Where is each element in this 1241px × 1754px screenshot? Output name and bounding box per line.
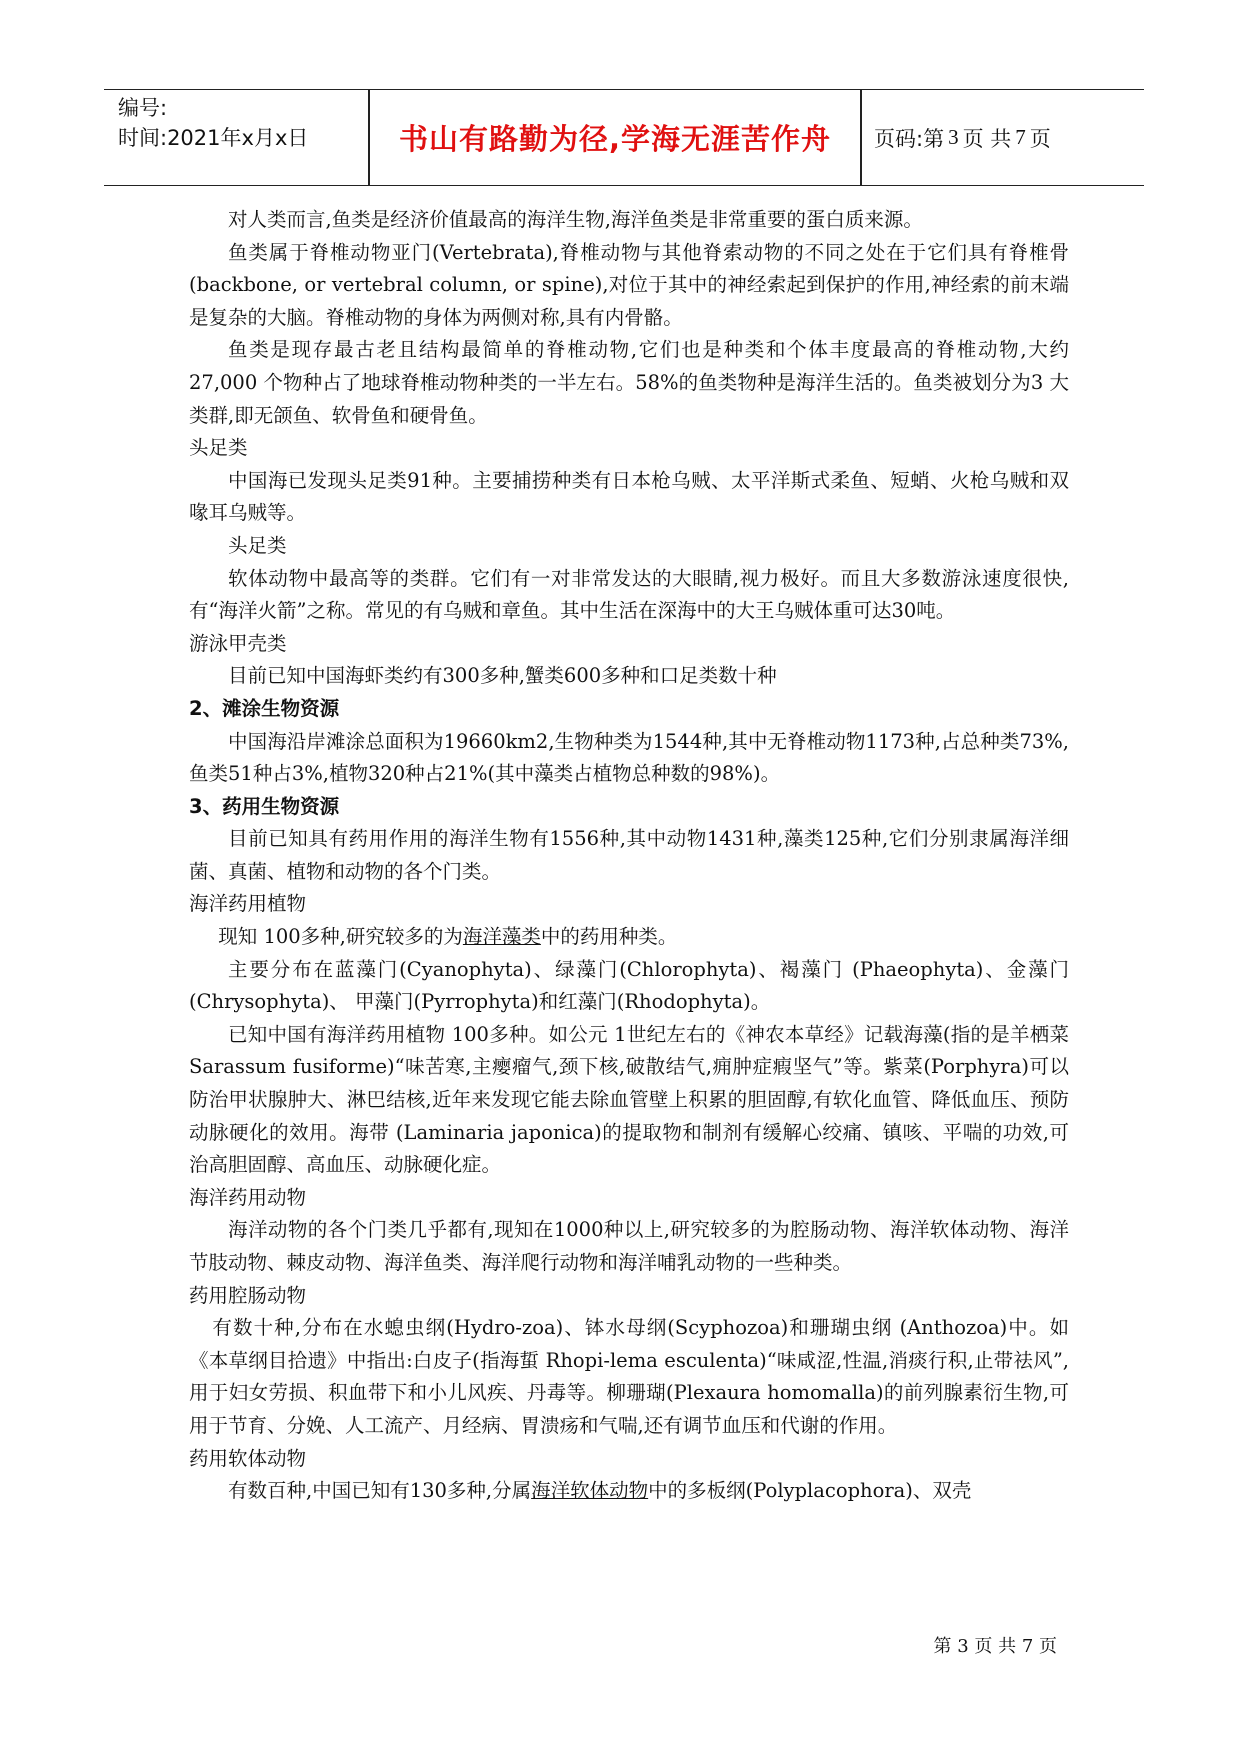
paragraph: 有数十种,分布在水螅虫纲(Hydro-zoa)、钵水母纲(Scyphozoa)和珊瑚虫纲 (Anthozoa)中。如《本草纲目拾遗》中指出:白皮子(指海蜇 Rhopi-lema esculenta)“味咸涩,性温,消痰行积,止带祛风”,用于妇女劳损、积血带下和小儿风疾、丹毒等。柳珊瑚(Plexaura homomalla)的前列腺素衍生物,可用于节育、分娩、人工流产、月经病、胃溃疡和气喘,还有调节血压和代谢的作用。 [189, 1316, 1069, 1437]
paragraph: 鱼类属于脊椎动物亚门(Vertebrata),脊椎动物与其他脊索动物的不同之处在于它们具有脊椎骨(backbone, or vertebral column, or spine),对位于其中的神经索起到保护的作用,神经索的前末端是复杂的大脑。脊椎动物的身体为两侧对称,具有内骨骼。 [189, 240, 1069, 329]
page-current: 3 [948, 125, 959, 149]
paragraph: 目前已知具有药用作用的海洋生物有1556种,其中动物1431种,藻类125种,它们分别隶属海洋细菌、真菌、植物和动物的各个门类。 [189, 827, 1069, 883]
section-label: 头足类 [189, 436, 248, 460]
header-page-number [874, 90, 1051, 185]
section-label: 游泳甲壳类 [189, 631, 287, 655]
text-span: 中的多板纲(Polyplacophora)、双壳 [648, 1479, 972, 1503]
header-number-label: 编号: [118, 96, 168, 120]
page-mid: 页 共 [962, 126, 1012, 151]
section-label: 海洋药用动物 [189, 1185, 307, 1209]
paragraph: 中国海沿岸滩涂总面积为19660km2,生物种类为1544种,其中无脊椎动物1173种,占总种类73%,鱼类51种占3%,植物320种占21%(其中藻类占植物总种数的98%)。 [189, 729, 1069, 786]
page-prefix: 页码:第 [874, 126, 945, 151]
section-heading: 2、滩涂生物资源 [189, 696, 340, 720]
page-footer: 第 3 页 共 7 页 [933, 1636, 1057, 1657]
page-header [104, 89, 1144, 186]
section-label: 药用软体动物 [189, 1446, 307, 1470]
header-divider [860, 90, 862, 185]
underlined-link[interactable]: 海洋软体动物 [531, 1479, 649, 1503]
page-total: 7 [1015, 125, 1026, 149]
paragraph: 中国海已发现头足类91种。主要捕捞种类有日本枪乌贼、太平洋斯式柔鱼、短蛸、火枪乌贼和双喙耳乌贼等。 [189, 468, 1069, 525]
text-span: 有数百种,中国已知有130多种,分属 [228, 1479, 532, 1503]
paragraph: 海洋动物的各个门类几乎都有,现知在1000种以上,研究较多的为腔肠动物、海洋软体动物、海洋节肢动物、棘皮动物、海洋鱼类、海洋爬行动物和海洋哺乳动物的一些种类。 [189, 1218, 1069, 1274]
header-motto: 书山有路勤为径,学海无涯苦作舟 [398, 122, 832, 156]
header-time-label: 时间:2021年x月x日 [118, 126, 309, 150]
paragraph [189, 1475, 1069, 1508]
paragraph: 软体动物中最高等的类群。它们有一对非常发达的大眼睛,视力极好。而且大多数游泳速度很快,有“海洋火箭”之称。常见的有乌贼和章鱼。其中生活在深海中的大王乌贼体重可达30吨。 [189, 566, 1069, 623]
paragraph [189, 921, 1069, 954]
underlined-link[interactable]: 海洋藻类 [462, 925, 541, 949]
paragraph: 主要分布在蓝藻门(Cyanophyta)、绿藻门(Chlorophyta)、褐藻门 (Phaeophyta)、金藻门(Chrysophyta)、 甲藻门(Pyrrophyta)和红藻门(Rhodophyta)。 [189, 957, 1069, 1014]
document-body [189, 204, 1069, 1508]
section-label: 药用腔肠动物 [189, 1283, 307, 1307]
paragraph: 已知中国有海洋药用植物 100多种。如公元 1世纪左右的《神农本草经》记载海藻(指的是羊栖菜Sarassum fusiforme)“味苦寒,主瘿瘤气,颈下核,破散结气,痈肿症瘕坚气”等。紫菜(Porphyra)可以防治甲状腺肿大、淋巴结核,近年来发现它能去除血管壁上积累的胆固醇,有软化血管、降低血压、预防动脉硬化的效用。海带 (Laminaria japonica)的提取物和制剂有缓解心绞痛、镇咳、平喘的功效,可治高胆固醇、高血压、动脉硬化症。 [189, 1022, 1069, 1177]
paragraph: 对人类而言,鱼类是经济价值最高的海洋生物,海洋鱼类是非常重要的蛋白质来源。 [228, 208, 923, 231]
section-heading: 3、药用生物资源 [189, 794, 340, 818]
paragraph: 目前已知中国海虾类约有300多种,蟹类600多种和口足类数十种 [228, 664, 777, 688]
section-label: 头足类 [228, 533, 287, 557]
paragraph: 鱼类是现存最古老且结构最简单的脊椎动物,它们也是种类和个体丰度最高的脊椎动物,大约27,000 个物种占了地球脊椎动物种类的一半左右。58%的鱼类物种是海洋生活的。鱼类被划分为3 大类群,即无颌鱼、软骨鱼和硬骨鱼。 [189, 338, 1069, 427]
text-span: 中的药用种类。 [540, 925, 678, 949]
page-suffix: 页 [1029, 126, 1051, 151]
section-label: 海洋药用植物 [189, 892, 307, 916]
text-span: 现知 100多种,研究较多的为 [218, 925, 463, 949]
